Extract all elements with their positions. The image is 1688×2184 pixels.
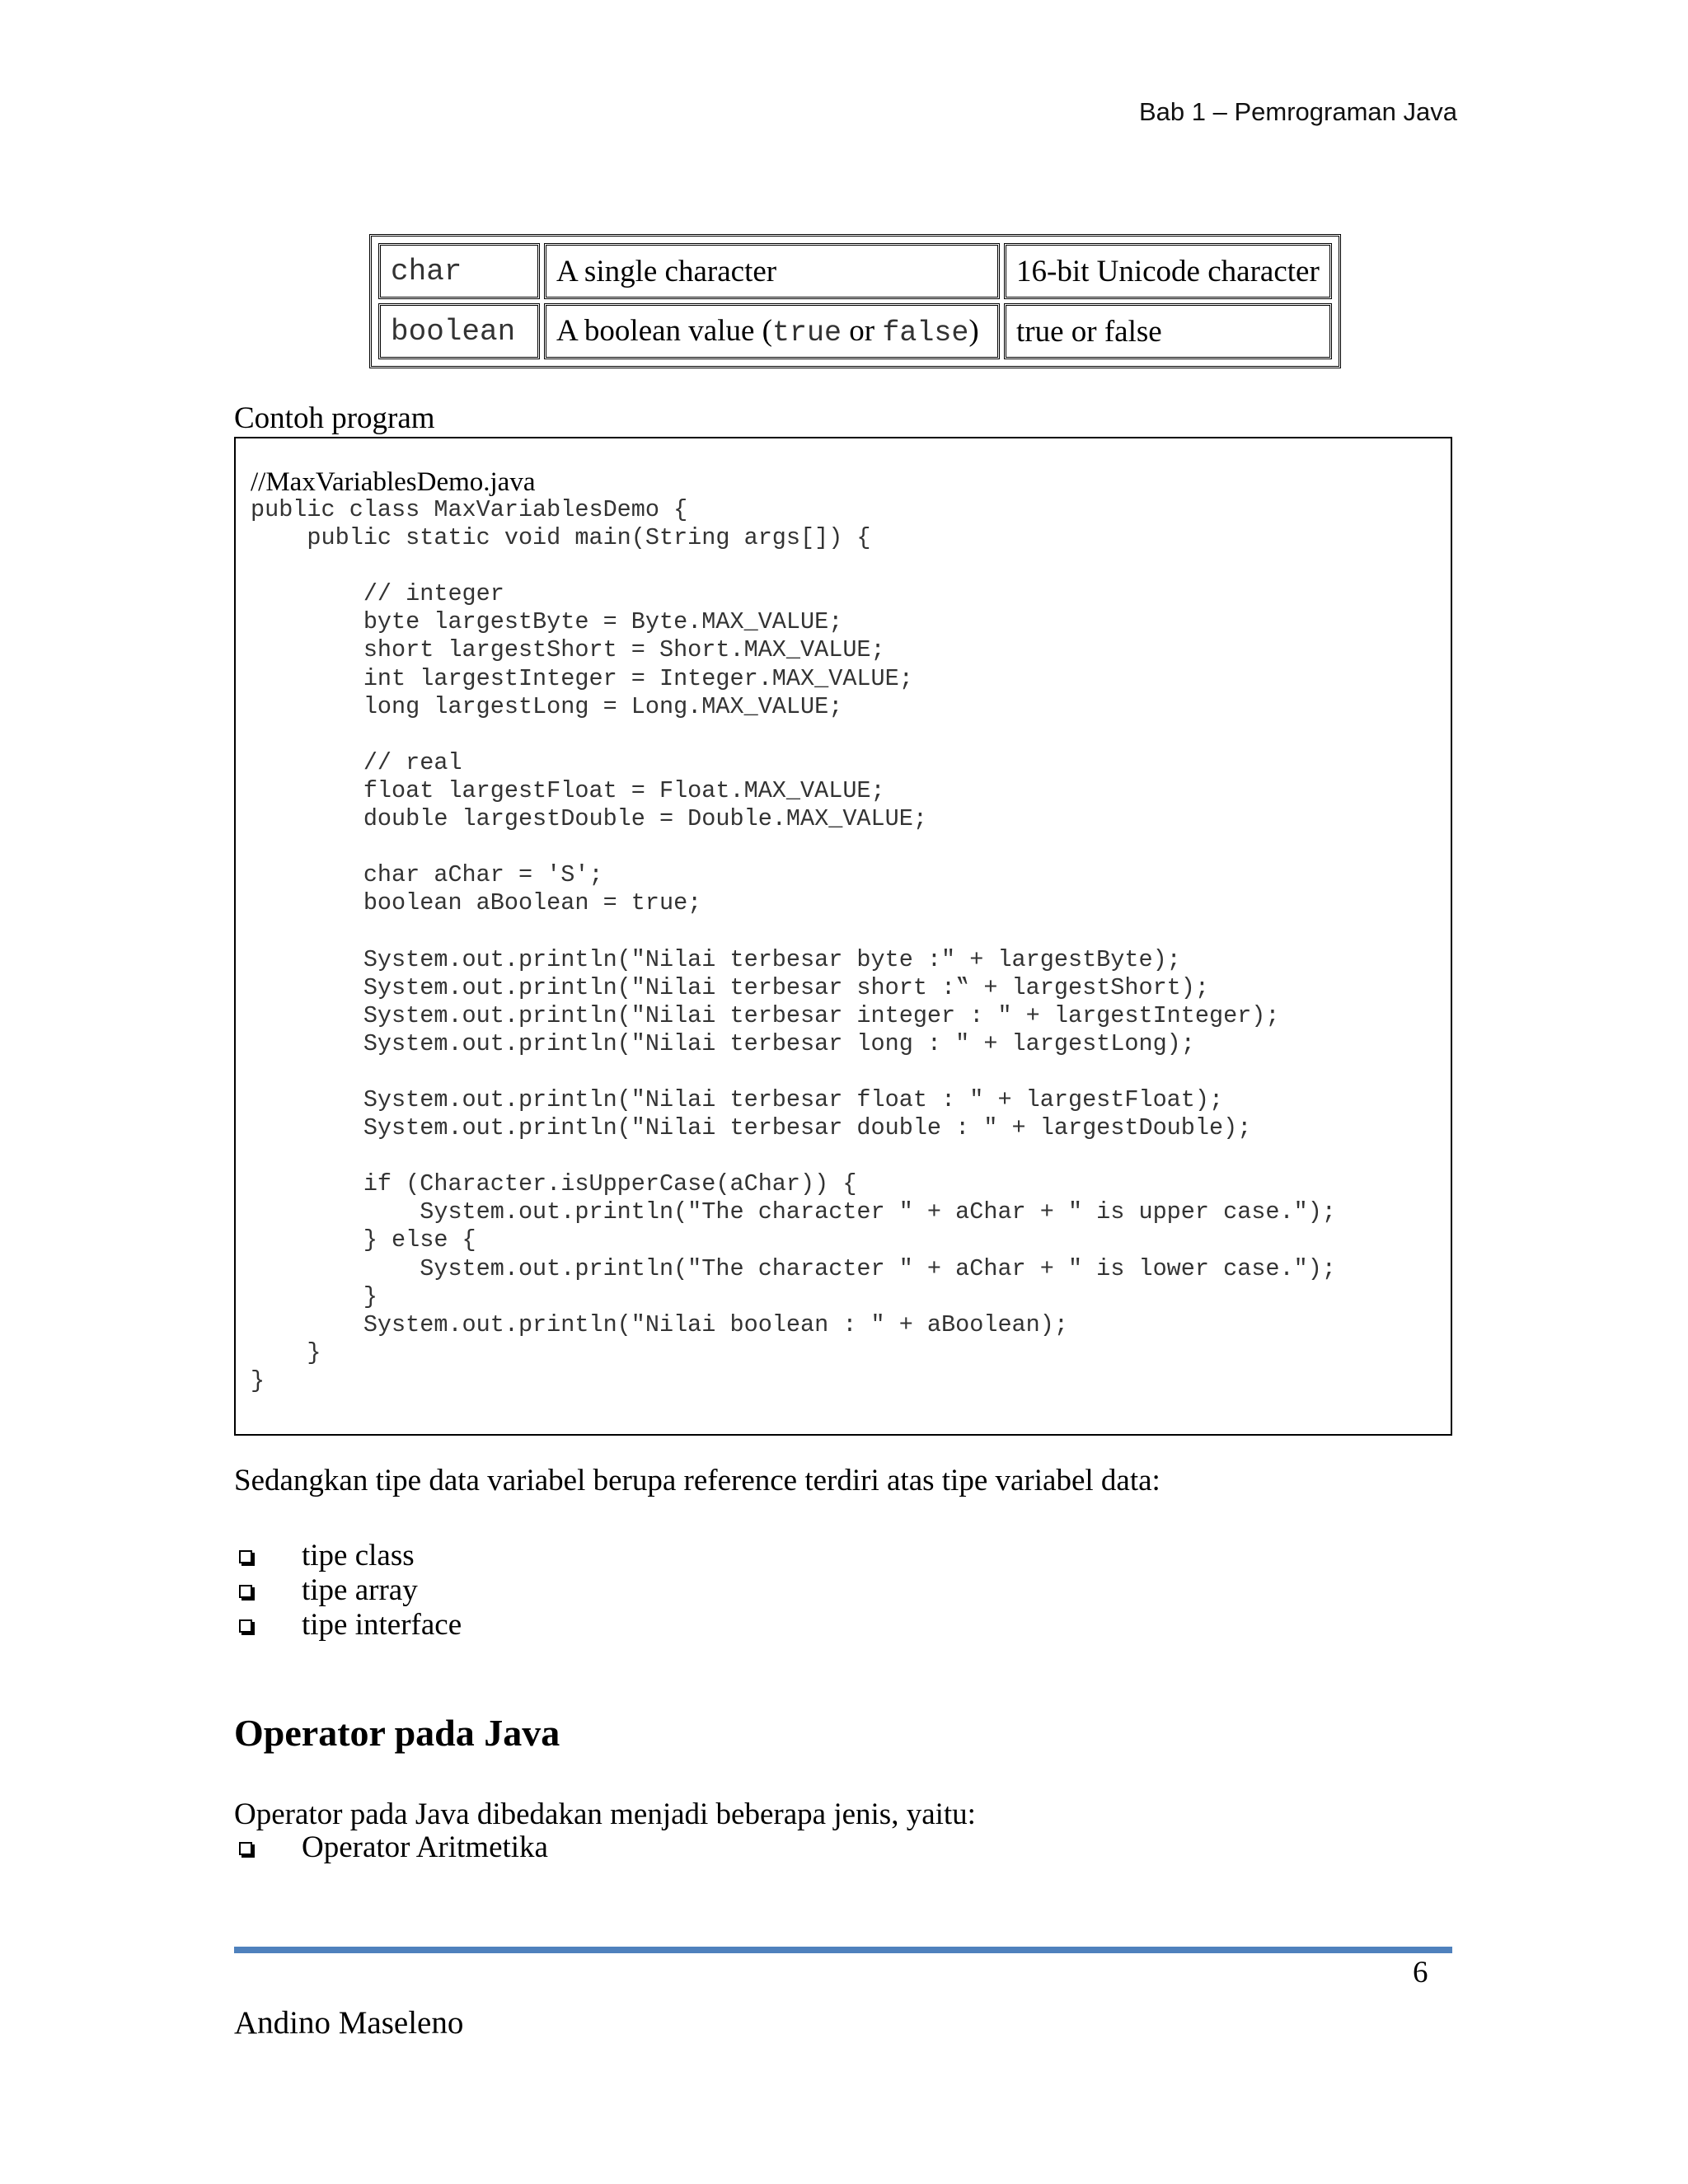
code-body: public class MaxVariablesDemo { public static void main(String args[]) { // integer byte largestByte = Byte.MAX_VALUE; short largestShort = Short.MAX_VALUE; int largestInteger = Integer.MAX_VALUE; long largestLong = Long.MAX_VALUE; // real float largestFloat = Float.MAX_VALUE; double largestDouble = Double.MAX_VALUE; char aChar = 'S'; boolean aBoolean = true; System.out.println("Nilai terbesar byte :" + largestByte); System.out.println("Nilai terbesar short :‟ + largestShort); System.out.println("Nilai terbesar integer : " + largestInteger); System.out.println("Nilai terbesar long : " + largestLong); System.out.println("Nilai terbesar float : " + largestFloat); System.out.println("Nilai terbesar double : " + largestDouble); if (Character.isUpperCase(aChar)) { System.out.println("The character " + aChar + " is upper case."); } else { System.out.println("The character " + aChar + " is lower case."); } System.out.println("Nilai boolean : " + aBoolean); } } [251,496,1336,1394]
reference-paragraph: Sedangkan tipe data variabel berupa reference terdiri atas tipe variabel data: [234,1464,1160,1497]
checkbox-bullet-icon [239,1619,252,1633]
type-name-cell: char [378,243,540,299]
list-item [234,1538,462,1572]
list-item-label: tipe interface [302,1607,462,1642]
operator-intro: Operator pada Java dibedakan menjadi beberapa jenis, yaitu: [234,1797,976,1831]
type-description-cell: A single character [544,243,1000,299]
footer-author: Andino Maseleno [234,2005,464,2041]
checkbox-bullet-icon [239,1550,252,1563]
running-header: Bab 1 – Pemrograman Java [1139,97,1457,126]
list-item-label: tipe class [302,1538,415,1572]
type-size-cell: true or false [1004,303,1332,359]
example-label: Contoh program [234,401,435,435]
data-type-table [369,234,1341,368]
type-size-cell: 16-bit Unicode character [1004,243,1332,299]
checkbox-bullet-icon [239,1585,252,1598]
reference-type-list [234,1538,462,1642]
page-number: 6 [1413,1956,1428,1990]
type-name-cell: boolean [378,303,540,359]
checkbox-bullet-icon [239,1842,252,1855]
list-item-label: tipe array [302,1572,418,1607]
description-text-end: ) [968,314,979,348]
table-row [378,303,1332,359]
table-row [378,243,1332,299]
description-text: A boolean value ( [556,314,772,348]
list-item-label: Operator Aritmetika [302,1830,548,1864]
false-keyword: false [882,316,969,349]
code-file-comment: //MaxVariablesDemo.java [251,467,536,497]
operator-list [234,1830,548,1864]
list-item [234,1830,548,1864]
list-item [234,1572,462,1607]
type-description-cell [544,303,1000,359]
section-heading: Operator pada Java [234,1712,560,1754]
true-keyword: true [772,316,842,349]
or-text: or [842,314,883,348]
list-item [234,1607,462,1642]
footer-rule [234,1947,1452,1953]
code-listing [234,437,1452,1436]
